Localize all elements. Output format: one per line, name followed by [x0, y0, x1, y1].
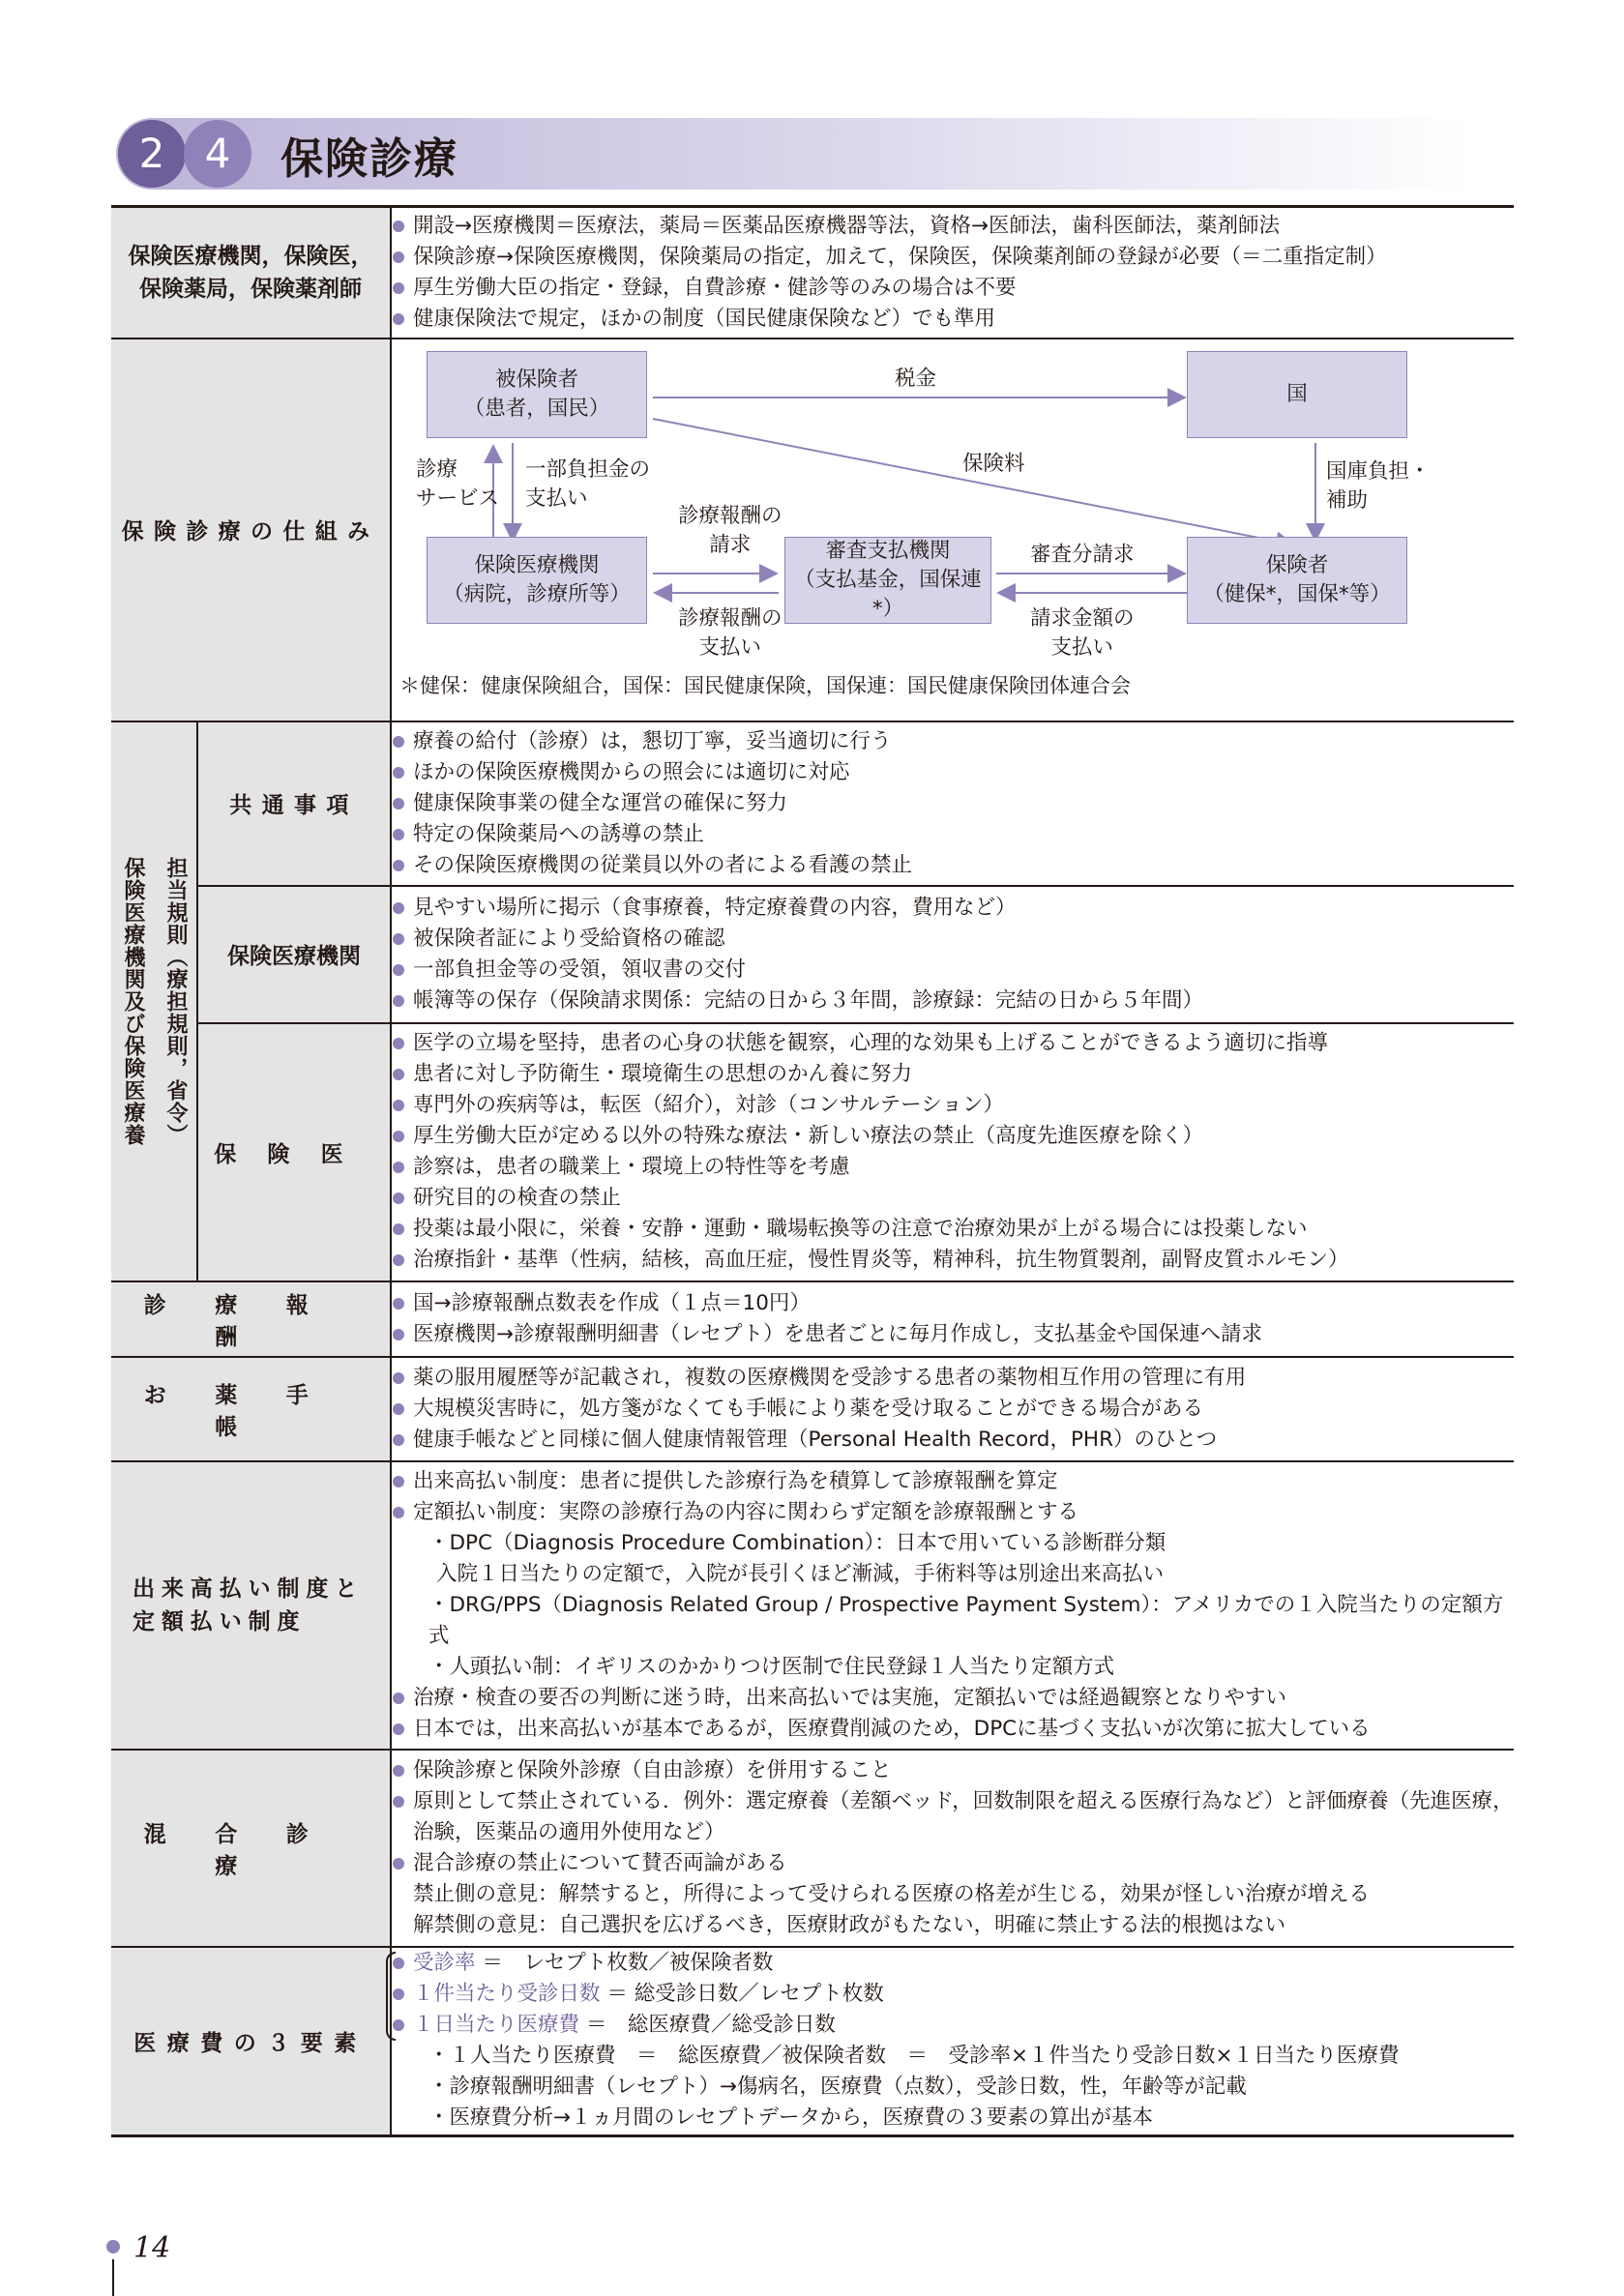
page-bullet-icon: [106, 2240, 120, 2253]
label-line: 支払い: [525, 486, 588, 511]
list-subitem: ・人頭払い制：イギリスのかかりつけ医制で住民登録１人当たり定額方式: [428, 1654, 1115, 1679]
billing-label: [1030, 604, 1135, 662]
box-text: （病院，診療所等）: [443, 581, 631, 606]
nation-box: [1187, 351, 1407, 438]
list-item: 国→診療報酬点数表を作成（１点＝10円）: [392, 1288, 1514, 1319]
list-item: 見やすい場所に掲示（食事療養，特定療養費の内容，費用など）: [392, 893, 1514, 924]
list-item: 患者に対し予防衛生・環境衛生の思想のかん養に努力: [392, 1059, 1514, 1090]
common-label: [197, 721, 391, 886]
list-item: 保険診療と保険外診療（自由診療）を併用すること: [392, 1755, 1514, 1786]
list-item: 薬の服用履歴等が記載され，複数の医療機関を受診する患者の薬物相互作用の管理に有用: [392, 1363, 1514, 1394]
premium-label: 保険料: [962, 451, 1025, 476]
box-text: 保険医療機関: [474, 552, 600, 577]
list-item: 健康保険事業の健全な運営の確保に努力: [392, 788, 1514, 819]
row-content: [391, 1281, 1514, 1357]
facility-box: [427, 537, 647, 624]
row-content: [391, 1750, 1514, 1947]
list-item: 厚生労働大臣の指定・登録，自費診療・健診等のみの場合は不要: [392, 273, 1514, 304]
list-subitem: 入院１日当たりの定額で，入院が長引くほど漸減，手術料等は別途出来高払い: [436, 1561, 1165, 1586]
label-line: 請求: [709, 532, 752, 557]
summary-table: [111, 205, 1514, 2137]
list-item: 特定の保険薬局への誘導の禁止: [392, 819, 1514, 850]
label-line: 支払い: [1050, 634, 1114, 660]
insurer-box: [1187, 537, 1407, 624]
label-line: 定額払い制度: [133, 1608, 307, 1634]
list-item: 出来高払い制度：患者に提供した診療行為を積算して診療報酬を算定: [392, 1466, 1514, 1497]
row-label: [111, 1750, 391, 1947]
label-line: 診療報酬の: [678, 503, 782, 528]
list-item: 研究目的の検査の禁止: [392, 1183, 1514, 1214]
list-item: ほかの保険医療機関からの照会には適切に対応: [392, 757, 1514, 788]
section-title: 保険診療: [281, 134, 458, 184]
label-text: 混合診療: [143, 1821, 358, 1879]
label-line: 診療: [416, 456, 458, 482]
label-text: 保険医: [214, 1141, 374, 1167]
row-content: [391, 1023, 1514, 1281]
chapter-badge: 2: [118, 120, 186, 188]
row-system: [111, 339, 1514, 721]
list-item: 一部負担金等の受領，領収書の交付: [392, 955, 1514, 986]
label-text: 医療費の３要素: [133, 2030, 368, 2056]
row-mixed: [111, 1750, 1514, 1947]
row-content: [391, 1357, 1514, 1461]
list-item: 医学の立場を堅持，患者の心身の状態を観察，心理的な効果も上げることができるよう適切に指導: [392, 1028, 1514, 1059]
facility-label: [197, 886, 391, 1023]
list-item: 定額払い制度：実際の診療行為の内容に関わらず定額を診療報酬とする: [392, 1497, 1514, 1528]
row-content: [391, 1461, 1514, 1750]
list-item: 混合診療の禁止について賛否両論がある: [392, 1848, 1514, 1879]
vertical-label-line: 保険医療機関及び保険医療養: [121, 856, 145, 1146]
list-item: 開設→医療機関＝医療法，薬局＝医薬品医療機器等法，資格→医師法，歯科医師法，薬剤師法: [392, 211, 1514, 242]
list-item: 健康手帳などと同様に個人健康情報管理（Personal Health Record，PHR）のひとつ: [392, 1425, 1514, 1456]
row-payment: [111, 1461, 1514, 1750]
list-subitem: 解禁側の意見：自己選択を広げるべき，医療財政がもたない，明確に禁止する法的根拠はない: [413, 1912, 1286, 1937]
definition: ＝ レセプト枚数／被保険者数: [482, 1951, 774, 1976]
term: １日当たり医療費: [413, 2013, 580, 2038]
list-item: その保険医療機関の従業員以外の者による看護の禁止: [392, 850, 1514, 881]
payment-label: [678, 604, 782, 662]
section-badge: 4: [184, 120, 251, 188]
list-item: 原則として禁止されている．例外：選定療養（差額ベッド，回数制限を超える医療行為など）と評価療養（先進医療，治験，医薬品の適用外使用など）: [392, 1786, 1514, 1848]
doctor-label: [197, 1023, 391, 1281]
list-subitem: ・１人当たり医療費 ＝ 総医療費／被保険者数 ＝ 受診率×１件当たり受診日数×１日当たり医療費: [428, 2044, 1400, 2069]
label-line: 保険薬局，保険薬剤師: [139, 276, 362, 302]
row-label: [111, 1281, 391, 1357]
list-item: 保険診療→保険医療機関，保険薬局の指定，加えて，保険医，保険薬剤師の登録が必要（＝二重指定制）: [392, 242, 1514, 273]
label-text: 保険診療の仕組み: [121, 519, 380, 545]
row-rules-doctor: [111, 1023, 1514, 1281]
row-rules-common: [111, 721, 1514, 886]
page-number: 14: [133, 2231, 171, 2265]
list-subitem: ・DRG/PPS（Diagnosis Related Group / Prospective Payment System）：アメリカでの１入院当たりの定額方式: [428, 1592, 1504, 1648]
row-label: [111, 1357, 391, 1461]
label-text: お薬手帳: [143, 1382, 358, 1440]
label-line: 一部負担金の: [525, 456, 651, 482]
box-text: （健保*，国保*等）: [1203, 581, 1391, 606]
list-subitem: ・診療報酬明細書（レセプト）→傷病名，医療費（点数），受診日数，性，年齢等が記載: [428, 2075, 1247, 2100]
list-item: 療養の給付（診療）は，懇切丁寧，妥当適切に行う: [392, 726, 1514, 757]
list-item: 専門外の疾病等は，転医（紹介），対診（コンサルテーション）: [392, 1090, 1514, 1121]
list-subitem: ・医療費分析→１ヵ月間のレセプトデータから，医療費の３要素の算出が基本: [428, 2105, 1154, 2131]
list-item: 健康保険法で規定，ほかの制度（国民健康保険など）でも準用: [392, 304, 1514, 335]
box-text: 国: [1286, 381, 1308, 406]
box-text: 審査支払機関: [825, 538, 951, 563]
definition: ＝ 総医療費／総受診日数: [585, 2013, 836, 2038]
list-item: 診察は，患者の職業上・環境上の特性等を考慮: [392, 1152, 1514, 1183]
review-claim-label: 審査分請求: [1030, 542, 1135, 567]
page-rule: [112, 2259, 114, 2296]
copay-label: [525, 456, 650, 514]
label-line: 補助: [1326, 487, 1369, 513]
list-item: [392, 1948, 1514, 1979]
list-item: 投薬は最小限に，栄養・安静・運動・職場転換等の注意で治療効果が上がる場合には投薬しない: [392, 1214, 1514, 1245]
row-content: [391, 886, 1514, 1023]
row-label: [111, 1461, 391, 1750]
row-cost: [111, 1947, 1514, 2136]
row-content: [391, 207, 1514, 339]
list-item: 治療・検査の要否の判断に迷う時，出来高払いでは実施，定額払いでは経過観察となりやすい: [392, 1683, 1514, 1714]
row-content: [391, 721, 1514, 886]
label-line: 診療報酬の: [678, 605, 782, 631]
label-line: 支払い: [698, 634, 762, 660]
system-diagram-cell: [391, 339, 1514, 721]
term: １件当たり受診日数: [413, 1982, 601, 2007]
service-label: [416, 456, 499, 514]
insurance-system-diagram: [392, 351, 1465, 709]
row-rules-facility: [111, 886, 1514, 1023]
row-label: [111, 207, 391, 339]
definition: ＝ 総受診日数／レセプト枚数: [606, 1982, 884, 2007]
vertical-label-line: 担当規則（療担規則，省令）: [163, 856, 188, 1146]
list-item: 日本では，出来高払いが基本であるが，医療費削減のため，DPCに基づく支払いが次第に拡大している: [392, 1714, 1514, 1745]
list-item: 被保険者証により受給資格の確認: [392, 924, 1514, 955]
list-subitem: ・DPC（Diagnosis Procedure Combination）：日本で用いている診断群分類: [428, 1530, 1166, 1555]
label-line: 保険医療機関，保険医，: [128, 243, 373, 269]
list-item: 治療指針・基準（性病，結核，高血圧症，慢性胃炎等，精神科，抗生物質製剤，副腎皮質ホルモン）: [392, 1245, 1514, 1276]
diagram-footnote: ＊健保：健康保険組合，国保：国民健康保険，国保連：国民健康保険団体連合会: [399, 673, 1131, 697]
claim-label: [678, 502, 782, 560]
list-item: 大規模災害時に，処方箋がなくても手帳により薬を受け取ることができる場合がある: [392, 1394, 1514, 1425]
row-label: [111, 1947, 391, 2136]
label-text: 共通事項: [229, 793, 359, 818]
list-item: 医療機関→診療報酬明細書（レセプト）を患者ごとに毎月作成し，支払基金や国保連へ請求: [392, 1319, 1514, 1350]
box-text: （患者，国民）: [463, 396, 610, 421]
review-box: [784, 537, 991, 624]
box-text: 被保険者: [494, 367, 578, 392]
list-item: 厚生労働大臣が定める以外の特殊な療法・新しい療法の禁止（高度先進医療を除く）: [392, 1121, 1514, 1152]
list-item: 帳簿等の保存（保険請求関係：完結の日から３年間，診療録：完結の日から５年間）: [392, 986, 1514, 1016]
row-fee: [111, 1281, 1514, 1357]
row-institution: [111, 207, 1514, 339]
tax-label: 税金: [895, 366, 937, 391]
list-item: [392, 1979, 1514, 2010]
list-item: [392, 2010, 1514, 2041]
row-content: [391, 1947, 1514, 2136]
subsidy-label: [1326, 457, 1431, 515]
label-line: 請求金額の: [1030, 605, 1135, 631]
label-line: サービス: [416, 486, 500, 511]
row-label: [111, 339, 391, 721]
term: 受診率: [413, 1951, 476, 1976]
label-text: 診療報酬: [143, 1292, 358, 1350]
label-line: 出来高払い制度と: [133, 1575, 365, 1602]
box-text: 保険者: [1265, 552, 1329, 577]
label-text: 保険医療機関: [227, 944, 361, 969]
row-notebook: [111, 1357, 1514, 1461]
list-subitem: 禁止側の意見：解禁すると，所得によって受けられる医療の格差が生じる，効果が怪しい治療が増える: [413, 1881, 1371, 1906]
rules-vertical-label: [111, 721, 197, 1281]
box-text: （支払基金，国保連*）: [794, 567, 982, 621]
insured-box: [427, 351, 647, 438]
label-line: 国庫負担・: [1326, 458, 1431, 484]
